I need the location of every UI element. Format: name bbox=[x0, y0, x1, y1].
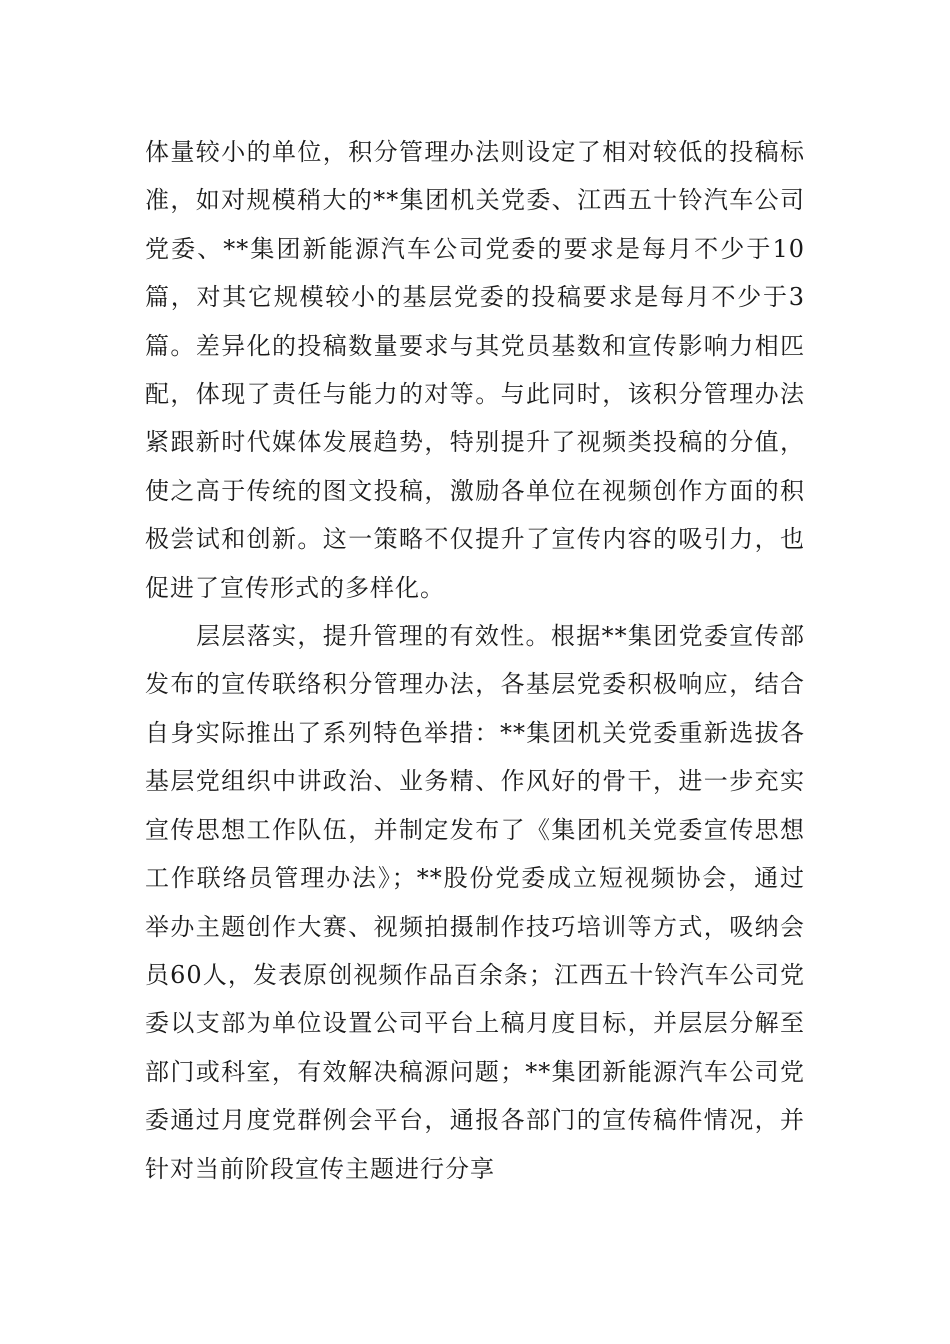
paragraph-2: 层层落实，提升管理的有效性。根据**集团党委宣传部发布的宣传联络积分管理办法，各基层党委积极响应，结合自身实际推出了系列特色举措：**集团机关党委重新选拔各基层党组织中讲政治、业务精、作风好的骨干，进一步充实宣传思想工作队伍，并制定发布了《集团机关党委宣传思想工作联络员管理办法》；**股份党委成立短视频协会，通过举办主题创作大赛、视频拍摄制作技巧培训等方式，吸纳会员60人，发表原创视频作品百余条；江西五十铃汽车公司党委以支部为单位设置公司平台上稿月度目标，并层层分解至部门或科室，有效解决稿源问题；**集团新能源汽车公司党委通过月度党群例会平台，通报各部门的宣传稿件情况，并针对当前阶段宣传主题进行分享 bbox=[145, 622, 805, 1183]
body-text bbox=[145, 128, 805, 1193]
paragraph-1: 体量较小的单位，积分管理办法则设定了相对较低的投稿标准，如对规模稍大的**集团机关党委、江西五十铃汽车公司党委、**集团新能源汽车公司党委的要求是每月不少于10篇，对其它规模较小的基层党委的投稿要求是每月不少于3篇。差异化的投稿数量要求与其党员基数和宣传影响力相匹配，体现了责任与能力的对等。与此同时，该积分管理办法紧跟新时代媒体发展趋势，特别提升了视频类投稿的分值，使之高于传统的图文投稿，激励各单位在视频创作方面的积极尝试和创新。这一策略不仅提升了宣传内容的吸引力，也促进了宣传形式的多样化。 bbox=[145, 138, 805, 602]
